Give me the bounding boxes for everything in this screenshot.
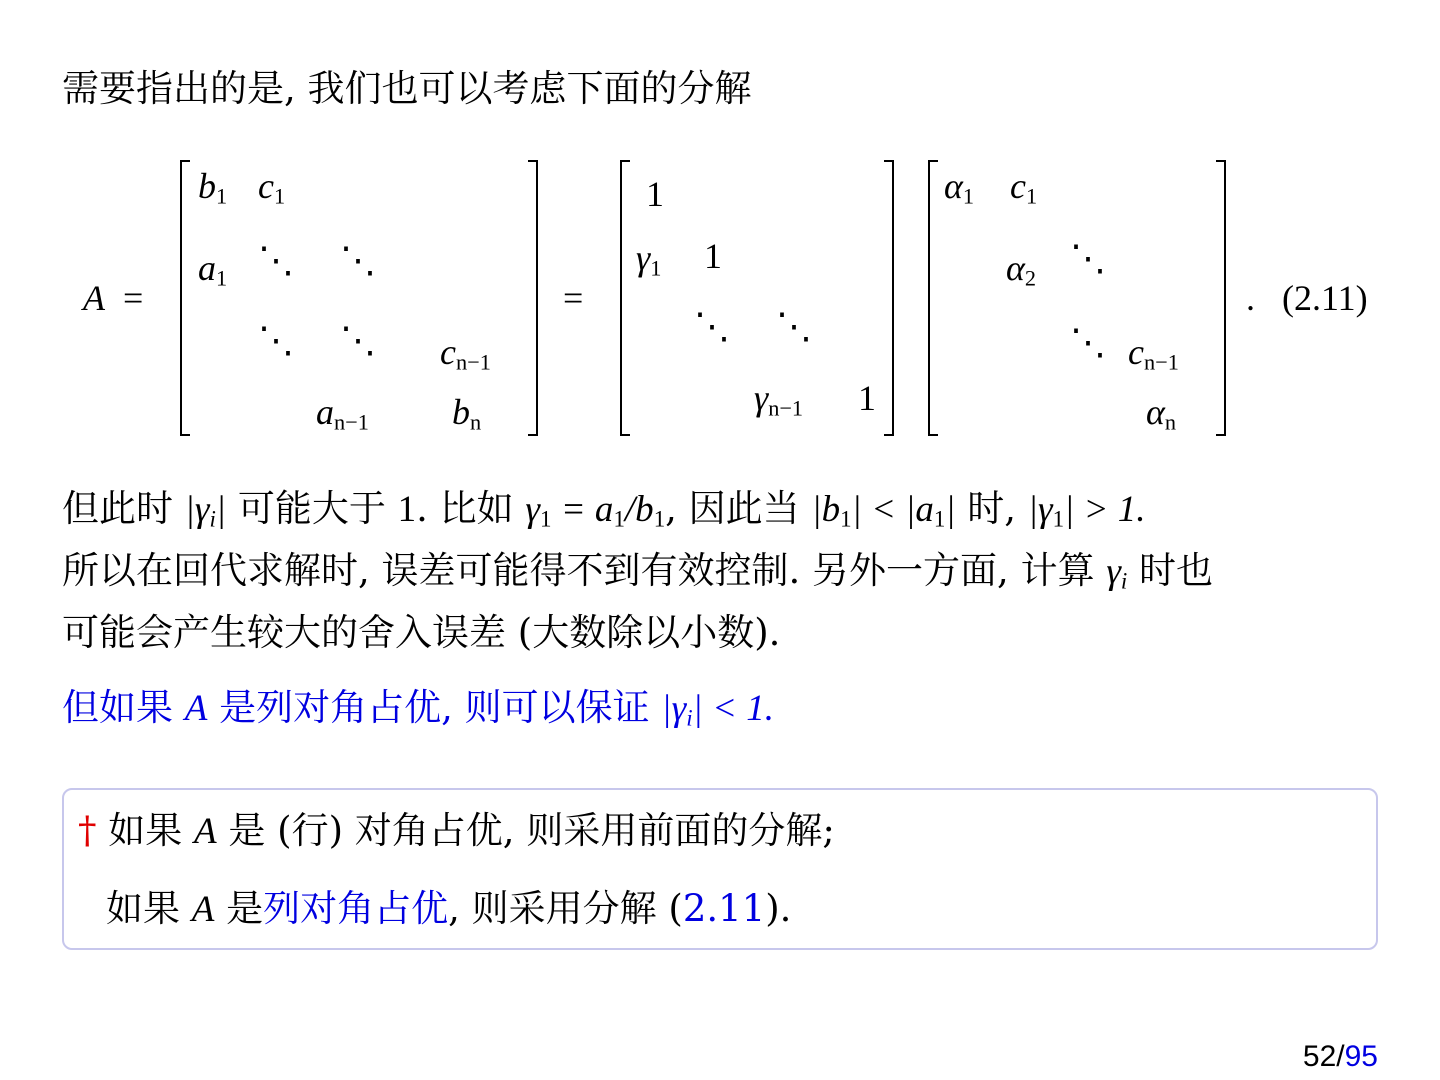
- equation-number: (2.11): [1282, 278, 1368, 318]
- equation-ref-link[interactable]: 2.11: [682, 887, 766, 930]
- highlight-statement: 但如果 A 是列对角占优, 则可以保证 $|\gamma_i| < 1$.: [62, 686, 774, 731]
- matrix1-right-bracket: [528, 160, 538, 436]
- paragraph-line-3: 可能会产生较大的舍入误差 (大数除以小数).: [62, 611, 781, 654]
- intro-text: 需要指出的是, 我们也可以考虑下面的分解: [62, 67, 752, 110]
- m2-ddots: ⋱: [776, 306, 812, 346]
- matrix3-right-bracket: [1216, 160, 1226, 436]
- matrix3-left-bracket: [928, 160, 938, 436]
- m1-bn: $b_n$: [452, 392, 482, 435]
- decomposition-equation: [0, 150, 1440, 450]
- m3-cn1: $c_{n-1}$: [1128, 332, 1179, 375]
- m2-one: 1: [704, 236, 722, 276]
- lhs-A: A: [83, 278, 105, 318]
- m3-alpha1: $\alpha_1$: [944, 166, 975, 209]
- remark-line-2: 如果 A 是列对角占优, 则采用分解 (2.11).: [106, 887, 792, 930]
- m1-ddots: ⋱: [340, 240, 376, 280]
- m1-ddots: ⋱: [340, 320, 376, 360]
- m1-b1: $b_1$: [198, 166, 228, 209]
- m3-ddots: ⋱: [1070, 322, 1106, 362]
- m2-one: 1: [858, 378, 876, 418]
- equals-sign: =: [563, 278, 584, 318]
- m1-a1: $a_1$: [198, 248, 228, 291]
- m2-ddots: ⋱: [694, 306, 730, 346]
- m1-ddots: ⋱: [258, 320, 294, 360]
- total-pages-link[interactable]: 95: [1344, 1040, 1378, 1073]
- equation-period: .: [1246, 278, 1255, 318]
- m1-ddots: ⋱: [258, 240, 294, 280]
- matrix2-left-bracket: [620, 160, 630, 436]
- equals-sign: =: [123, 278, 144, 318]
- m2-gamma1: $\gamma_1$: [636, 238, 662, 281]
- dagger-marker: †: [78, 809, 97, 852]
- m1-an1: $a_{n-1}$: [316, 392, 369, 435]
- paragraph-line-1: 但此时 $|\gamma_i|$ 可能大于 1. 比如 $\gamma_1 = a_1/b_1$, 因此当 $|b_1| < |a_1|$ 时, $|\gamma_1| > 1$.: [62, 487, 1146, 532]
- page-number: 52/95: [1302, 1040, 1378, 1073]
- m3-ddots: ⋱: [1070, 238, 1106, 278]
- paragraph-line-2: 所以在回代求解时, 误差可能得不到有效控制. 另外一方面, 计算 $\gamma_i$ 时也: [62, 549, 1214, 594]
- remark-line-1: † 如果 A 是 (行) 对角占优, 则采用前面的分解;: [78, 809, 835, 852]
- m2-gamma-n1: $\gamma_{n-1}$: [754, 378, 804, 421]
- m3-alpha2: $\alpha_2$: [1006, 248, 1037, 291]
- matrix2-right-bracket: [884, 160, 894, 436]
- m3-c1: $c_1$: [1010, 166, 1038, 209]
- m2-one: 1: [646, 174, 664, 214]
- m3-alpha-n: $\alpha_n$: [1146, 392, 1177, 435]
- m1-cn1: $c_{n-1}$: [440, 332, 491, 375]
- matrix1-left-bracket: [180, 160, 190, 436]
- m1-c1: $c_1$: [258, 166, 286, 209]
